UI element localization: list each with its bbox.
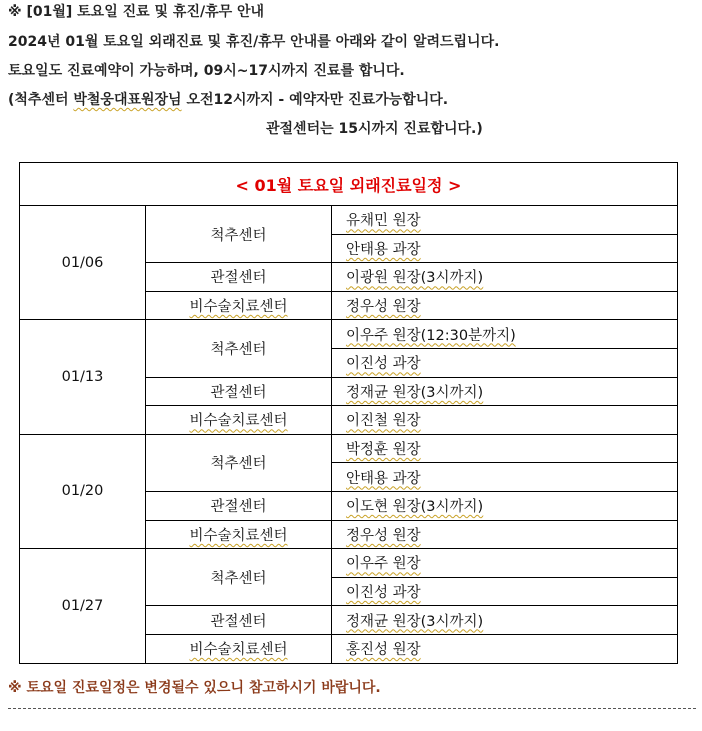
department-cell [146, 406, 332, 435]
notice-line-hours: 토요일도 진료예약이 가능하며, 09시~17시까지 진료를 합니다. [8, 63, 405, 79]
doctor-name: 안태용 과장 [346, 241, 421, 258]
table-row [20, 549, 678, 578]
spine-note-suffix: 오전12시까지 - 예약자만 진료가능합니다. [181, 92, 449, 108]
doctor-cell [332, 263, 678, 292]
notice-line-joint-note: 관절센터는 15시까지 진료합니다.) [266, 121, 483, 137]
director-name: 박철웅대표원장님 [73, 92, 182, 108]
dashed-divider [8, 708, 696, 709]
date-cell: 01/06 [20, 206, 146, 320]
doctor-name: 이우주 원장(12:30분까지) [346, 327, 516, 344]
notice-line-spine-note [8, 86, 698, 115]
department-cell: 척추센터 [146, 320, 332, 377]
doctor-name: 이도현 원장(3시까지) [346, 499, 484, 516]
doctor-name: 박정훈 원장 [346, 442, 421, 459]
department-name: 비수술치료센터 [189, 413, 288, 430]
table-row [20, 434, 678, 463]
doctor-cell [332, 348, 678, 377]
doctor-cell [332, 377, 678, 406]
table-row [20, 320, 678, 349]
department-cell: 척추센터 [146, 549, 332, 606]
spine-note-prefix: (척추센터 [8, 92, 74, 108]
doctor-name: 정재균 원장(3시까지) [346, 613, 484, 630]
doctor-cell [332, 577, 678, 606]
saturday-schedule-table [19, 162, 678, 664]
notice-intro [8, 0, 698, 144]
doctor-name: 이진성 과장 [346, 356, 421, 373]
schedule-footnote: ※ 토요일 진료일정은 변경될수 있으니 참고하시기 바랍니다. [8, 680, 381, 696]
date-cell: 01/27 [20, 549, 146, 663]
doctor-name: 안태용 과장 [346, 470, 421, 487]
doctor-name: 유채민 원장 [346, 213, 421, 230]
date-cell: 01/13 [20, 320, 146, 434]
department-cell: 척추센터 [146, 206, 332, 263]
doctor-cell [332, 434, 678, 463]
doctor-cell [332, 549, 678, 578]
department-cell [146, 634, 332, 663]
department-cell: 관절센터 [146, 491, 332, 520]
doctor-name: 홍진성 원장 [346, 642, 421, 659]
department-name: 비수술치료센터 [189, 299, 288, 316]
doctor-name: 이우주 원장 [346, 556, 421, 573]
doctor-cell [332, 234, 678, 263]
doctor-name: 정재균 원장(3시까지) [346, 384, 484, 401]
notice-line-announcement: 2024년 01월 토요일 외래진료 및 휴진/휴무 안내를 아래와 같이 알려드립니다. [8, 34, 500, 50]
doctor-cell [332, 291, 678, 320]
doctor-name: 정우성 원장 [346, 299, 421, 316]
department-name: 비수술치료센터 [189, 527, 288, 544]
department-cell: 관절센터 [146, 606, 332, 635]
schedule-title: < 01월 토요일 외래진료일정 > [20, 163, 678, 206]
notice-heading: ※ [01월] 토요일 진료 및 휴진/휴무 안내 [8, 4, 265, 20]
date-cell: 01/20 [20, 434, 146, 548]
doctor-cell [332, 606, 678, 635]
doctor-name: 정우성 원장 [346, 527, 421, 544]
doctor-cell [332, 320, 678, 349]
department-cell: 관절센터 [146, 377, 332, 406]
department-cell [146, 520, 332, 549]
doctor-cell [332, 491, 678, 520]
doctor-name: 이진성 과장 [346, 585, 421, 602]
doctor-cell [332, 463, 678, 492]
doctor-cell [332, 206, 678, 235]
department-cell: 척추센터 [146, 434, 332, 491]
department-cell: 관절센터 [146, 263, 332, 292]
table-title-row [20, 163, 678, 206]
table-row [20, 206, 678, 235]
doctor-name: 이진철 원장 [346, 413, 421, 430]
doctor-cell [332, 634, 678, 663]
department-name: 비수술치료센터 [189, 642, 288, 659]
doctor-cell [332, 406, 678, 435]
doctor-name: 이광원 원장(3시까지) [346, 270, 484, 287]
department-cell [146, 291, 332, 320]
doctor-cell [332, 520, 678, 549]
